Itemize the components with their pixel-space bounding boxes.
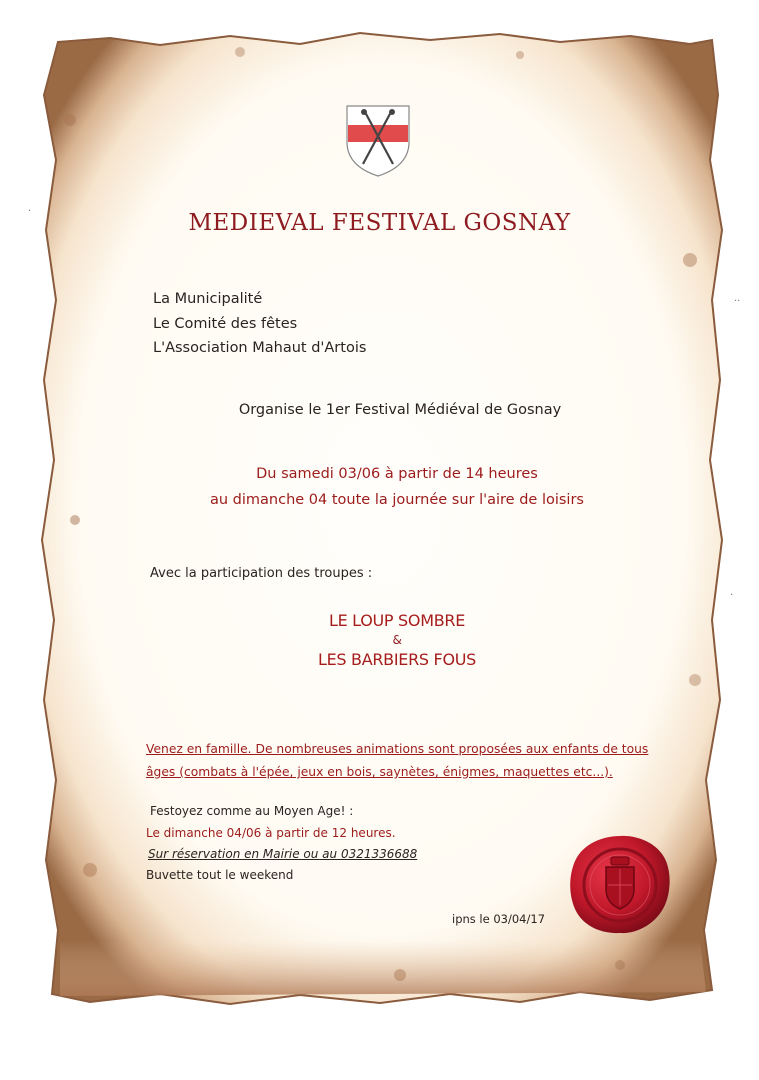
organizer-association: L'Association Mahaut d'Artois <box>153 340 367 356</box>
reservation-line: Sur réservation en Mairie ou au 0321336688 <box>148 847 418 861</box>
buvette-line: Buvette tout le weekend <box>146 868 294 882</box>
scan-mark: ·· <box>734 296 741 307</box>
scan-mark: · <box>28 206 32 217</box>
coat-of-arms-icon <box>343 104 413 178</box>
scan-mark: · <box>730 590 734 601</box>
organise-line: Organise le 1er Festival Médiéval de Gosnay <box>238 402 562 418</box>
wax-seal-icon <box>568 833 672 937</box>
participation-label: Avec la participation des troupes : <box>150 566 373 581</box>
date-start: Du samedi 03/06 à partir de 14 heures <box>256 466 538 482</box>
organizer-municipalite: La Municipalité <box>153 291 263 307</box>
organizer-comite: Le Comité des fêtes <box>153 316 298 332</box>
family-note-line-1: Venez en famille. De nombreuses animations sont proposées aux enfants de tous <box>146 742 649 756</box>
ipns-note: ipns le 03/04/17 <box>452 912 546 926</box>
festoyez-line: Festoyez comme au Moyen Age! : <box>150 804 354 818</box>
troupe-ampersand: & <box>392 633 402 647</box>
dimanche-line: Le dimanche 04/06 à partir de 12 heures. <box>146 826 396 840</box>
family-note-line-2: âges (combats à l'épée, jeux en bois, saynètes, énigmes, maquettes etc...). <box>146 765 613 779</box>
poster-title: MEDIEVAL FESTIVAL GOSNAY <box>188 210 571 236</box>
troupe-loup-sombre: LE LOUP SOMBRE <box>328 611 466 630</box>
troupe-barbiers-fous: LES BARBIERS FOUS <box>317 650 477 669</box>
date-end: au dimanche 04 toute la journée sur l'aire de loisirs <box>210 492 584 508</box>
